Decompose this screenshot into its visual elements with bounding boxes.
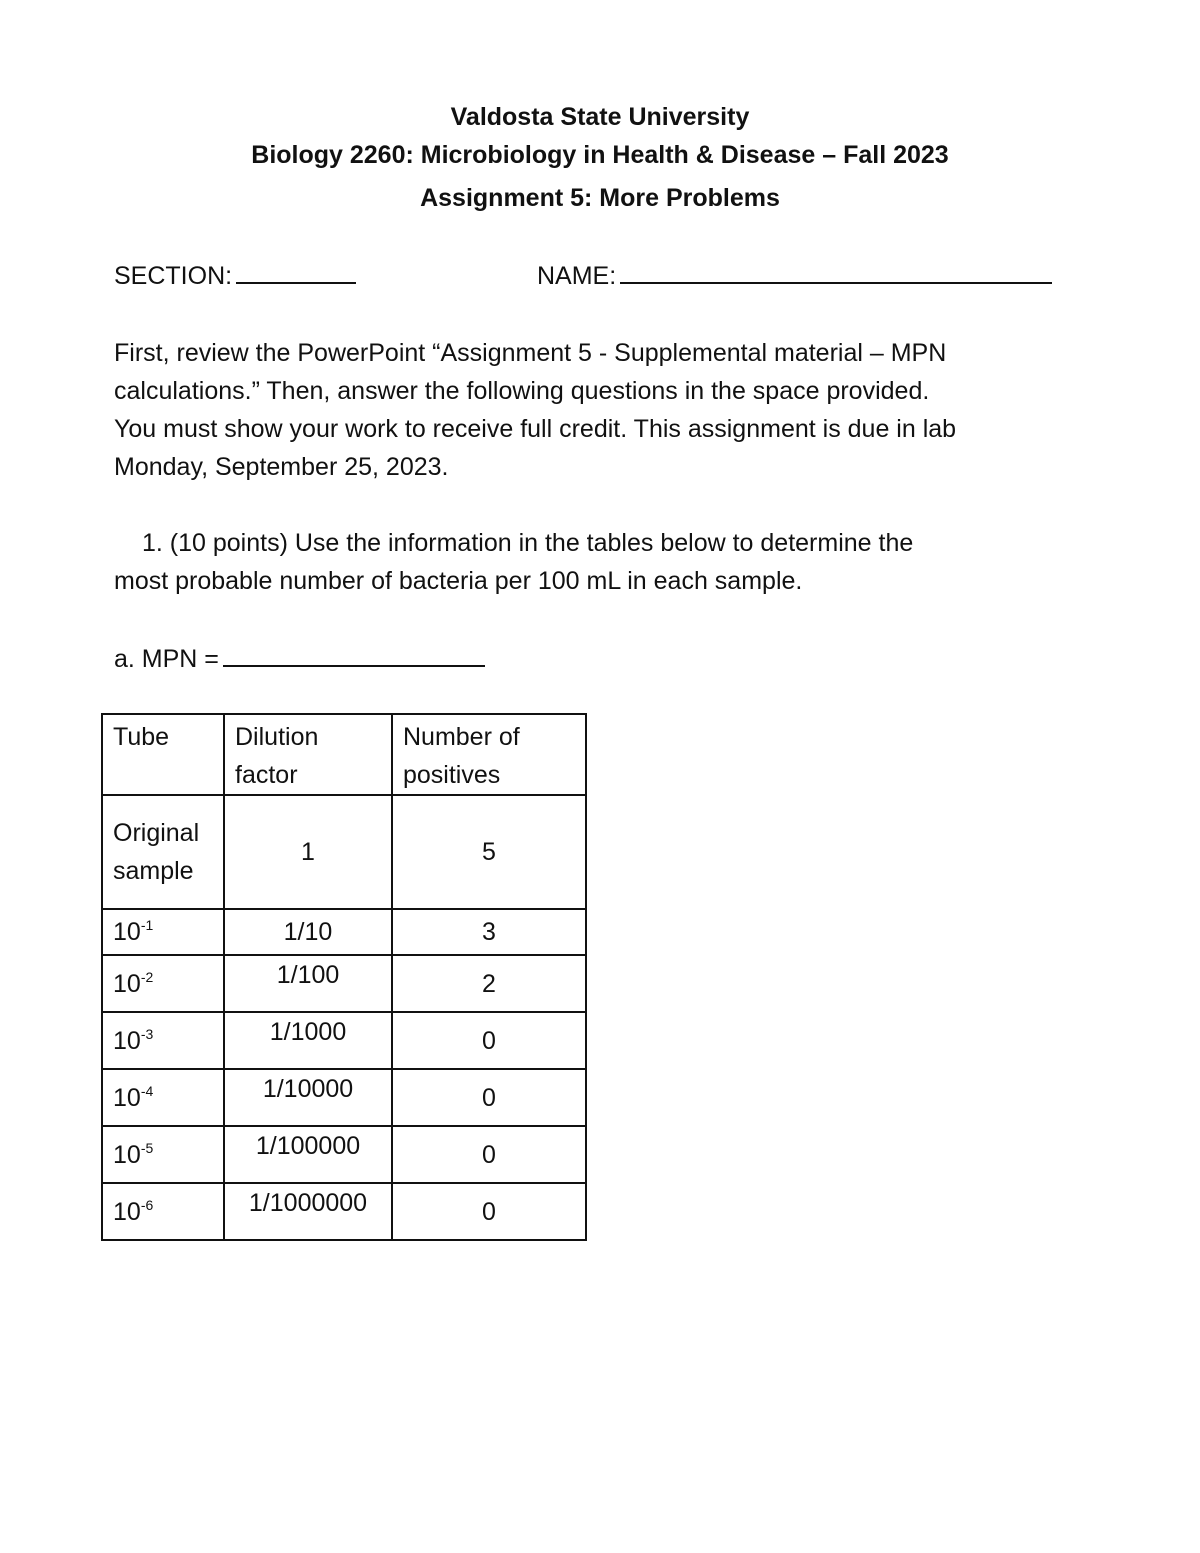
name-blank[interactable] bbox=[620, 260, 1052, 284]
mpn-answer-blank[interactable] bbox=[223, 643, 485, 667]
section-label: SECTION: bbox=[114, 262, 233, 290]
table-row bbox=[102, 1126, 586, 1183]
name-field bbox=[537, 260, 1052, 291]
header-number-of-positives: Number of positives bbox=[392, 714, 586, 795]
instructions-line: Monday, September 25, 2023. bbox=[114, 453, 449, 481]
instructions-line: You must show your work to receive full credit. This assignment is due in lab bbox=[114, 415, 957, 443]
tube-cell: Original sample bbox=[102, 795, 224, 909]
positives-cell: 0 bbox=[392, 1183, 586, 1240]
positives-cell: 5 bbox=[392, 795, 586, 909]
dilution-cell: 1 bbox=[224, 795, 392, 909]
instructions-line: First, review the PowerPoint “Assignment 5 - Supplemental material – MPN bbox=[114, 339, 947, 367]
tube-exponent: -6 bbox=[140, 1196, 154, 1213]
table-header-row bbox=[102, 714, 586, 795]
dilution-cell: 1/100000 bbox=[224, 1126, 392, 1183]
section-blank[interactable] bbox=[236, 260, 356, 284]
name-label: NAME: bbox=[537, 262, 617, 290]
tube-cell: $10^{-5}$ bbox=[102, 1126, 224, 1183]
instructions-line: calculations.” Then, answer the following questions in the space provided. bbox=[114, 377, 930, 405]
dilution-cell: 1/1000 bbox=[224, 1012, 392, 1069]
tube-cell: $10^{-2}$ bbox=[102, 955, 224, 1012]
dilution-cell: 1/1000000 bbox=[224, 1183, 392, 1240]
assignment-title: Assignment 5: More Problems bbox=[420, 184, 780, 212]
tube-exponent: -3 bbox=[140, 1025, 154, 1042]
dilution-cell: 1/10 bbox=[224, 909, 392, 955]
university-title: Valdosta State University bbox=[450, 103, 750, 131]
section-field bbox=[114, 260, 356, 291]
tube-exponent: -1 bbox=[140, 917, 154, 933]
dilution-cell: 1/100 bbox=[224, 955, 392, 1012]
positives-cell: 0 bbox=[392, 1069, 586, 1126]
question-1-line: 1. (10 points) Use the information in the tables below to determine the bbox=[142, 529, 914, 557]
tube-exponent: -2 bbox=[140, 968, 154, 985]
header-dilution-factor: Dilution factor bbox=[224, 714, 392, 795]
tube-cell: $10^{-6}$ bbox=[102, 1183, 224, 1240]
tube-cell: $10^{-4}$ bbox=[102, 1069, 224, 1126]
part-a-label: a. MPN = bbox=[114, 645, 219, 673]
part-a-mpn bbox=[114, 643, 485, 674]
table-row bbox=[102, 1012, 586, 1069]
header-tube: Tube bbox=[102, 714, 224, 795]
tube-cell: $10^{-3}$ bbox=[102, 1012, 224, 1069]
question-1 bbox=[114, 524, 1104, 600]
tube-exponent: -4 bbox=[140, 1082, 154, 1099]
course-title: Biology 2260: Microbiology in Health & Disease – Fall 2023 bbox=[251, 141, 949, 169]
tube-cell: $10^{-1}$ bbox=[102, 909, 224, 955]
dilution-cell: 1/10000 bbox=[224, 1069, 392, 1126]
positives-cell: 2 bbox=[392, 955, 586, 1012]
positives-cell: 0 bbox=[392, 1126, 586, 1183]
table-row bbox=[102, 909, 586, 955]
positives-cell: 3 bbox=[392, 909, 586, 955]
table-row bbox=[102, 1069, 586, 1126]
positives-cell: 0 bbox=[392, 1012, 586, 1069]
table-row bbox=[102, 955, 586, 1012]
question-1-line: most probable number of bacteria per 100 mL in each sample. bbox=[114, 567, 803, 595]
table-row bbox=[102, 795, 586, 909]
mpn-table bbox=[101, 713, 587, 1241]
table-row bbox=[102, 1183, 586, 1240]
instructions-paragraph bbox=[114, 334, 1104, 486]
tube-exponent: -5 bbox=[140, 1139, 154, 1156]
